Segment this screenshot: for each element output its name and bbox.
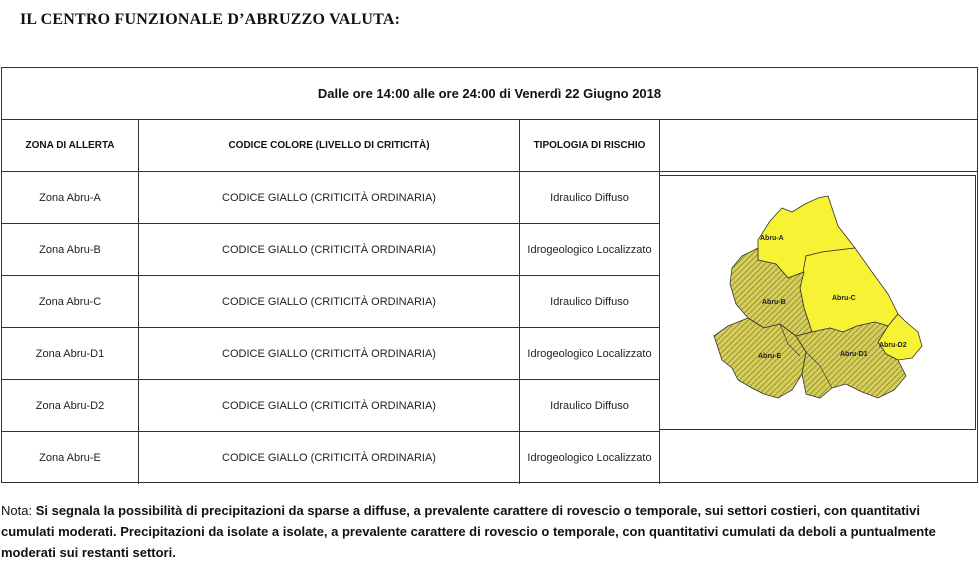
label-abru-a: Abru-A — [760, 235, 784, 242]
zone-cell: Zona Abru-A — [2, 172, 139, 223]
label-abru-c: Abru-C — [832, 295, 856, 302]
zone-cell: Zona Abru-E — [2, 432, 139, 484]
table-row — [2, 224, 660, 276]
risk-type-cell: Idrogeologico Localizzato — [520, 224, 660, 275]
table-row — [2, 380, 660, 432]
header-zone: ZONA DI ALLERTA — [2, 120, 139, 171]
risk-type-cell: Idraulico Diffuso — [520, 380, 660, 431]
note-label: Nota: — [1, 503, 33, 518]
zone-cell: Zona Abru-D1 — [2, 328, 139, 379]
note-text: Si segnala la possibilità di precipitazioni da sparse a diffuse, a prevalente carattere di rovescio o temporale, sui settori costieri, con quantitativi cumulati moderati. Precipitazioni da isolate a isolate, a prevalente carattere di rovescio o temporale, con quantitativi cumulati da deboli a puntualmente moderati sui restanti settori. — [1, 503, 936, 560]
zone-c-area — [800, 248, 898, 332]
label-abru-d2: Abru-D2 — [879, 342, 907, 349]
zone-cell: Zona Abru-C — [2, 276, 139, 327]
risk-type-cell: Idraulico Diffuso — [520, 276, 660, 327]
table-header-row — [2, 120, 977, 172]
alert-zones-map — [659, 175, 976, 430]
color-code-cell: CODICE GIALLO (CRITICITÀ ORDINARIA) — [139, 328, 520, 379]
header-risk-type: TIPOLOGIA DI RISCHIO — [520, 120, 660, 171]
header-color-code: CODICE COLORE (LIVELLO DI CRITICITÀ) — [139, 120, 520, 171]
table-row — [2, 276, 660, 328]
color-code-cell: CODICE GIALLO (CRITICITÀ ORDINARIA) — [139, 224, 520, 275]
color-code-cell: CODICE GIALLO (CRITICITÀ ORDINARIA) — [139, 276, 520, 327]
risk-type-cell: Idraulico Diffuso — [520, 172, 660, 223]
period-row — [2, 68, 977, 120]
page-title: IL CENTRO FUNZIONALE D’ABRUZZO VALUTA: — [20, 11, 401, 28]
zone-cell: Zona Abru-B — [2, 224, 139, 275]
period-text: Dalle ore 14:00 alle ore 24:00 di Venerdì 22 Giugno 2018 — [317, 86, 662, 101]
risk-type-cell: Idrogeologico Localizzato — [520, 432, 660, 484]
color-code-cell: CODICE GIALLO (CRITICITÀ ORDINARIA) — [139, 380, 520, 431]
zone-cell: Zona Abru-D2 — [2, 380, 139, 431]
note-paragraph — [1, 500, 961, 563]
table-row — [2, 172, 660, 224]
table-row — [2, 432, 660, 484]
abruzzo-map — [660, 176, 975, 429]
color-code-cell: CODICE GIALLO (CRITICITÀ ORDINARIA) — [139, 432, 520, 484]
label-abru-e: Abru-E — [758, 353, 782, 360]
label-abru-d1: Abru-D1 — [840, 351, 868, 358]
risk-type-cell: Idrogeologico Localizzato — [520, 328, 660, 379]
label-abru-b: Abru-B — [762, 299, 786, 306]
table-row — [2, 328, 660, 380]
color-code-cell: CODICE GIALLO (CRITICITÀ ORDINARIA) — [139, 172, 520, 223]
